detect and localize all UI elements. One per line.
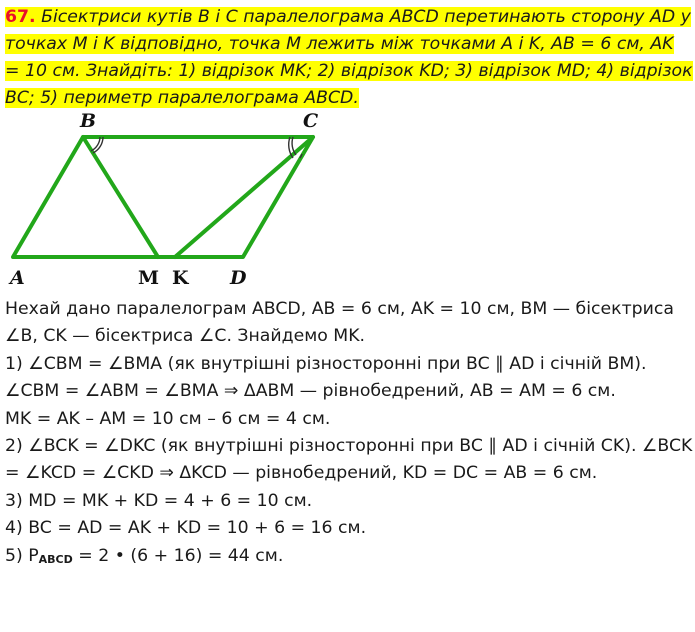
parallelogram-outline: [13, 137, 313, 257]
vertex-label-d: D: [230, 267, 247, 289]
step5-rest: = 2 • (6 + 16) = 44 см.: [72, 545, 284, 566]
bisector-ck: [175, 137, 313, 257]
solution-step-1b: MK = AK – AM = 10 см – 6 см = 4 см.: [5, 408, 331, 429]
parallelogram-figure: [0, 104, 330, 294]
problem-statement: [5, 4, 693, 112]
problem-highlight: [5, 7, 693, 108]
step5-prefix: 5) P: [5, 545, 39, 566]
solution-intro: Нехай дано паралелограм ABCD, AB = 6 см, AK = 10 см, BM — бісектриса ∠B, CK — бісектриса ∠C. Знайдемо МK.: [5, 299, 674, 347]
solution-step-5: [5, 543, 693, 573]
solution-step-2: 2) ∠BCK = ∠DKC (як внутрішні різносторонні при BC ∥ AD і січній CK). ∠BCK = ∠KCD = ∠CKD ⇒ ΔKCD — рівнобедрений, KD = DC = AB = 6 см.: [5, 436, 693, 484]
vertex-label-k: K: [172, 267, 189, 289]
bisector-bm: [83, 137, 158, 257]
solution-step-3: 3) MD = MK + KD = 4 + 6 = 10 см.: [5, 490, 313, 511]
solution-step-1: 1) ∠CBM = ∠BMA (як внутрішні різносторонні при BC ∥ AD і січній BM). ∠CBM = ∠ABM = ∠BMA ⇒ ΔABM — рівнобедрений, AB = AM = 6 см.: [5, 353, 647, 402]
solution-step-4: 4) BC = AD = AK + KD = 10 + 6 = 16 см.: [5, 518, 367, 539]
step5-subscript: ABCD: [38, 552, 73, 566]
problem-number: 67.: [5, 7, 36, 27]
vertex-label-m: M: [138, 267, 160, 289]
solution-text: [5, 296, 693, 573]
vertex-label-b: B: [80, 110, 97, 132]
parallelogram-diagram: [0, 104, 330, 294]
vertex-label-c: C: [303, 110, 319, 132]
problem-text: Бісектриси кутів B і C паралелограма ABCD перетинають сторону AD у точках M і K відповідно, точка M лежить між точками A і K, AB = 6 см, AK = 10 см. Знайдіть: 1) відрізок MK; 2) відрізок KD; 3) відрізок MD; 4) відрізок BC; 5) периметр паралелограма ABCD.: [5, 7, 693, 108]
vertex-label-a: A: [10, 267, 25, 289]
